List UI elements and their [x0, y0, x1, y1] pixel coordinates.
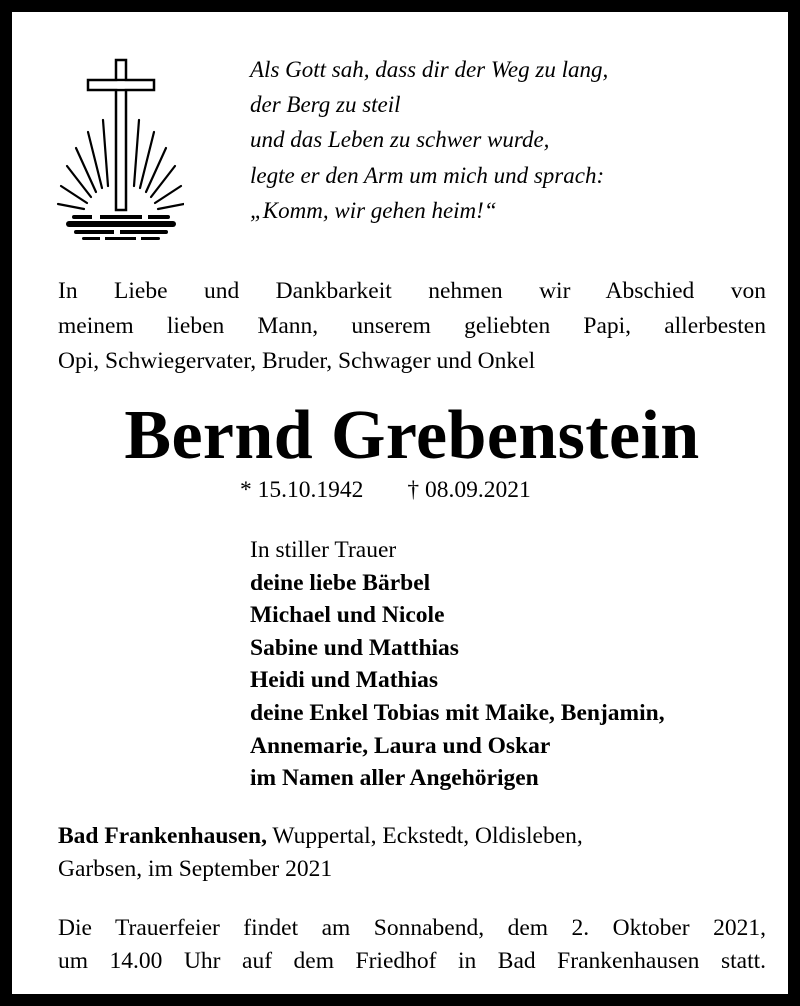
place-line-2: Garbsen, im September 2021	[58, 855, 333, 882]
mourner-name: deine Enkel Tobias mit Maike, Benjamin,	[250, 699, 665, 726]
poem-line: Als Gott sah, dass dir der Weg zu lang,	[250, 57, 609, 82]
mourner-name: im Namen aller Angehörigen	[250, 765, 539, 792]
poem-line: der Berg zu steil	[250, 92, 401, 118]
mourning-intro: In stiller Trauer	[250, 537, 397, 563]
cross-sunrise-icon	[56, 54, 184, 248]
place-line	[58, 820, 583, 853]
mourners-list	[250, 534, 665, 795]
place-and-date	[58, 820, 583, 885]
farewell-line: meinem lieben Mann, unserem geliebten Papi, allerbesten	[58, 313, 766, 339]
poem	[250, 52, 770, 228]
life-dates	[240, 474, 531, 506]
poem-line: legte er den Arm um mich und sprach:	[250, 162, 605, 188]
mourner-name: Annemarie, Laura und Oskar	[250, 732, 551, 759]
mourner-name: Heidi und Mathias	[250, 667, 439, 694]
funeral-line: Die Trauerfeier findet am Sonnabend, dem 2. Oktober 2021,	[58, 915, 766, 941]
funeral-notice	[58, 912, 766, 977]
deceased-name: Bernd Grebenstein	[124, 397, 700, 474]
death-date: † 08.09.2021	[407, 477, 531, 503]
funeral-line: um 14.00 Uhr auf dem Friedhof in Bad Frankenhausen statt.	[58, 947, 766, 974]
place-other-towns: Wuppertal, Eckstedt, Oldisleben,	[266, 823, 583, 849]
mourner-name: Michael und Nicole	[250, 602, 445, 629]
mourner-name: Sabine und Matthias	[250, 634, 459, 661]
birth-date: * 15.10.1942	[240, 477, 364, 503]
farewell-line: Opi, Schwiegervater, Bruder, Schwager und Onkel	[58, 348, 536, 374]
farewell-text	[58, 274, 766, 379]
poem-line: und das Leben zu schwer wurde,	[250, 127, 550, 153]
mourner-name: deine liebe Bärbel	[250, 569, 431, 596]
poem-line: „Komm, wir gehen heim!“	[250, 197, 497, 223]
place-town: Bad Frankenhausen,	[58, 823, 267, 849]
farewell-line: In Liebe und Dankbarkeit nehmen wir Abschied von	[58, 278, 766, 304]
